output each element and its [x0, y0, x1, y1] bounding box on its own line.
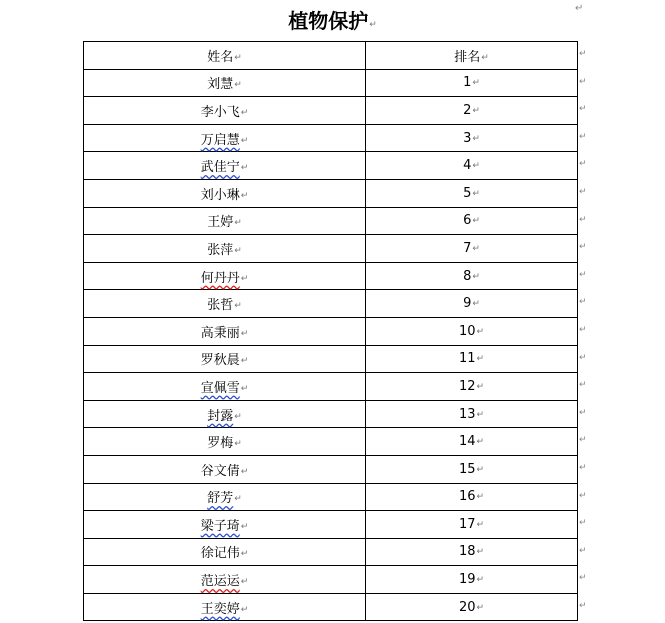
- paragraph-mark-icon: ↵: [234, 411, 242, 422]
- rank-cell[interactable]: [366, 262, 578, 290]
- paragraph-mark-icon: ↵: [476, 381, 485, 392]
- table-row: [84, 124, 578, 152]
- rank-cell[interactable]: [366, 235, 578, 263]
- name-cell[interactable]: [84, 566, 366, 594]
- student-name: 舒芳: [207, 491, 234, 507]
- paragraph-mark-icon: ↵: [476, 326, 485, 337]
- rank-value: 2: [463, 102, 472, 118]
- paragraph-mark-icon: ↵: [234, 80, 242, 91]
- name-cell[interactable]: [84, 400, 366, 428]
- table-row: [84, 290, 578, 318]
- paragraph-mark-icon: ↵: [240, 273, 249, 284]
- paragraph-mark-icon: ↵: [240, 163, 249, 174]
- table-row: [84, 455, 578, 483]
- row-end-mark-icon: ↵: [579, 407, 587, 418]
- paragraph-mark-icon: ↵: [476, 519, 485, 530]
- name-cell[interactable]: [84, 124, 366, 152]
- paragraph-mark-icon: ↵: [234, 301, 242, 312]
- paragraph-mark-icon: ↵: [472, 188, 480, 199]
- paragraph-mark-icon: ↵: [240, 190, 249, 201]
- paragraph-mark-icon: ↵: [234, 494, 242, 505]
- table-header-row: [84, 42, 578, 70]
- name-cell[interactable]: [84, 455, 366, 483]
- rank-cell[interactable]: [366, 455, 578, 483]
- paragraph-mark-icon: ↵: [240, 466, 249, 477]
- rank-value: 16: [458, 489, 476, 505]
- rank-cell[interactable]: [366, 179, 578, 207]
- table-row: [84, 69, 578, 97]
- header-cell-rank[interactable]: [366, 42, 578, 70]
- paragraph-mark-icon: ↵: [472, 133, 480, 144]
- paragraph-mark-icon: ↵: [472, 105, 480, 116]
- row-end-mark-icon: ↵: [579, 545, 587, 556]
- rank-value: 13: [458, 406, 476, 422]
- student-name: 宣佩雪: [200, 380, 240, 396]
- paragraph-mark-icon: ↵: [234, 52, 242, 63]
- paragraph-mark-icon: ↵: [240, 107, 249, 118]
- row-end-mark-icon: ↵: [579, 380, 587, 391]
- header-rank-label: 排名: [454, 49, 481, 65]
- student-name: 张萍: [207, 242, 234, 258]
- rank-value: 6: [463, 213, 472, 229]
- student-name: 刘慧: [207, 77, 234, 93]
- table-row: [84, 483, 578, 511]
- student-name: 高秉丽: [200, 325, 240, 341]
- paragraph-mark-icon: ↵: [240, 549, 249, 560]
- rank-value: 3: [463, 130, 472, 146]
- rank-value: 4: [463, 158, 472, 174]
- rank-value: 20: [458, 599, 476, 615]
- header-name-label: 姓名: [207, 49, 234, 65]
- name-cell[interactable]: [84, 428, 366, 456]
- name-cell[interactable]: [84, 483, 366, 511]
- name-cell[interactable]: [84, 538, 366, 566]
- name-cell[interactable]: [84, 207, 366, 235]
- name-cell[interactable]: [84, 373, 366, 401]
- row-end-mark-icon: ↵: [579, 76, 587, 87]
- paragraph-mark-icon: ↵: [234, 245, 242, 256]
- paragraph-mark-icon: ↵: [472, 78, 480, 89]
- rank-value: 19: [458, 572, 476, 588]
- paragraph-mark-icon: ↵: [476, 547, 485, 558]
- rank-value: 12: [458, 378, 476, 394]
- name-cell[interactable]: [84, 69, 366, 97]
- row-end-mark-icon: ↵: [579, 104, 587, 115]
- row-end-mark-icon: ↵: [579, 49, 587, 59]
- paragraph-mark-icon: ↵: [234, 218, 242, 229]
- table-row: [84, 593, 578, 621]
- rank-value: 5: [463, 185, 472, 201]
- rank-value: 1: [463, 75, 472, 91]
- row-end-marks: [579, 41, 589, 620]
- row-end-mark-icon: ↵: [579, 297, 587, 308]
- paragraph-mark-icon: ↵: [476, 354, 485, 365]
- paragraph-mark-icon: ↵: [234, 439, 242, 450]
- paragraph-mark-icon: ↵: [240, 521, 249, 532]
- row-end-mark-icon: ↵: [579, 352, 587, 363]
- student-name: 王婷: [207, 215, 234, 231]
- paragraph-mark-icon: ↵: [476, 575, 485, 586]
- rank-cell[interactable]: [366, 207, 578, 235]
- paragraph-mark-icon: ↵: [476, 464, 485, 475]
- student-name: 万启慧: [200, 132, 240, 148]
- paragraph-mark-icon: ↵: [575, 3, 584, 14]
- paragraph-mark-icon: ↵: [472, 161, 480, 172]
- rank-cell[interactable]: [366, 373, 578, 401]
- table-row: [84, 317, 578, 345]
- name-cell[interactable]: [84, 511, 366, 539]
- document-title[interactable]: [0, 7, 665, 39]
- row-end-mark-icon: ↵: [579, 324, 587, 335]
- rank-value: 7: [463, 240, 472, 256]
- paragraph-mark-icon: ↵: [240, 135, 249, 146]
- rank-cell[interactable]: [366, 290, 578, 318]
- row-end-mark-icon: ↵: [579, 462, 587, 473]
- rank-cell[interactable]: [366, 345, 578, 373]
- row-end-mark-icon: ↵: [579, 490, 587, 501]
- name-cell[interactable]: [84, 593, 366, 621]
- table-row: [84, 538, 578, 566]
- table-row: [84, 235, 578, 263]
- table-row: [84, 511, 578, 539]
- rank-cell[interactable]: [366, 483, 578, 511]
- row-end-mark-icon: ↵: [579, 518, 587, 529]
- rank-cell[interactable]: [366, 124, 578, 152]
- table-row: [84, 262, 578, 290]
- student-name: 刘小琳: [200, 187, 240, 203]
- table-body: [84, 42, 578, 621]
- student-name: 谷文倩: [200, 463, 240, 479]
- student-name: 罗秋晨: [200, 353, 240, 369]
- table-row: [84, 428, 578, 456]
- paragraph-mark-icon: ↵: [369, 20, 377, 30]
- student-name: 张哲: [207, 298, 234, 314]
- student-name: 封露: [207, 408, 234, 424]
- table-row: [84, 207, 578, 235]
- ranking-table: [83, 41, 578, 621]
- table-row: [84, 400, 578, 428]
- rank-cell[interactable]: [366, 566, 578, 594]
- document-title-text: 植物保护: [288, 9, 369, 33]
- paragraph-mark-icon: ↵: [240, 356, 249, 367]
- name-cell[interactable]: [84, 290, 366, 318]
- rank-value: 11: [458, 351, 476, 367]
- rank-value: 9: [463, 296, 472, 312]
- student-name: 徐记伟: [200, 546, 240, 562]
- student-name: 武佳宁: [200, 160, 240, 176]
- row-end-mark-icon: ↵: [579, 269, 587, 280]
- student-name: 罗梅: [207, 436, 234, 452]
- paragraph-mark-icon: ↵: [476, 437, 485, 448]
- rank-cell[interactable]: [366, 97, 578, 125]
- rank-value: 10: [458, 323, 476, 339]
- row-end-mark-icon: ↵: [579, 186, 587, 197]
- student-name: 李小飞: [200, 104, 240, 120]
- rank-cell[interactable]: [366, 538, 578, 566]
- row-end-mark-icon: ↵: [579, 242, 587, 253]
- paragraph-mark-icon: ↵: [240, 328, 249, 339]
- rank-value: 14: [458, 434, 476, 450]
- name-cell[interactable]: [84, 317, 366, 345]
- paragraph-mark-icon: ↵: [472, 299, 480, 310]
- student-name: 何丹丹: [200, 270, 240, 286]
- name-cell[interactable]: [84, 152, 366, 180]
- rank-cell[interactable]: [366, 69, 578, 97]
- header-cell-name[interactable]: [84, 42, 366, 70]
- paragraph-mark-icon: ↵: [476, 492, 485, 503]
- row-end-mark-icon: ↵: [579, 214, 587, 225]
- student-name: 王奕婷: [200, 601, 240, 617]
- paragraph-mark-icon: ↵: [472, 243, 480, 254]
- row-end-mark-icon: ↵: [579, 131, 587, 142]
- rank-cell[interactable]: [366, 511, 578, 539]
- row-end-mark-icon: ↵: [579, 600, 587, 611]
- table-row: [84, 566, 578, 594]
- row-end-mark-icon: ↵: [579, 435, 587, 446]
- student-name: 范运运: [200, 574, 240, 590]
- table-row: [84, 373, 578, 401]
- paragraph-mark-icon: ↵: [240, 383, 249, 394]
- paragraph-mark-icon: ↵: [240, 577, 249, 588]
- name-cell[interactable]: [84, 97, 366, 125]
- rank-cell[interactable]: [366, 428, 578, 456]
- paragraph-mark-icon: ↵: [472, 271, 480, 282]
- rank-value: 18: [458, 544, 476, 560]
- table-row: [84, 152, 578, 180]
- table-row: [84, 97, 578, 125]
- rank-cell[interactable]: [366, 317, 578, 345]
- rank-value: 8: [463, 268, 472, 284]
- name-cell[interactable]: [84, 235, 366, 263]
- name-cell[interactable]: [84, 345, 366, 373]
- name-cell[interactable]: [84, 179, 366, 207]
- rank-cell[interactable]: [366, 400, 578, 428]
- paragraph-mark-icon: ↵: [472, 216, 480, 227]
- paragraph-mark-icon: ↵: [476, 602, 485, 613]
- rank-cell[interactable]: [366, 593, 578, 621]
- row-end-mark-icon: ↵: [579, 573, 587, 584]
- paragraph-mark-icon: ↵: [481, 52, 489, 63]
- row-end-mark-icon: ↵: [579, 159, 587, 170]
- paragraph-mark-icon: ↵: [476, 409, 485, 420]
- paragraph-mark-icon: ↵: [240, 604, 249, 615]
- rank-value: 17: [458, 516, 476, 532]
- student-name: 梁子琦: [200, 518, 240, 534]
- rank-value: 15: [458, 461, 476, 477]
- name-cell[interactable]: [84, 262, 366, 290]
- rank-cell[interactable]: [366, 152, 578, 180]
- table-row: [84, 345, 578, 373]
- table-row: [84, 179, 578, 207]
